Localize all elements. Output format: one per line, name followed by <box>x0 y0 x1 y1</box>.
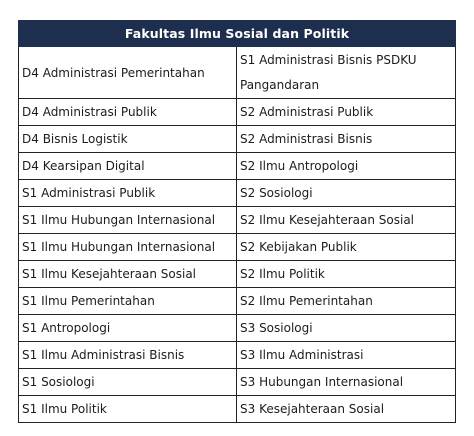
table-cell: S1 Ilmu Politik <box>19 396 237 423</box>
table-cell: S1 Administrasi Publik <box>19 180 237 207</box>
table-row <box>19 261 456 288</box>
table-row <box>19 153 456 180</box>
table-cell: S2 Ilmu Kesejahteraan Sosial <box>237 207 456 234</box>
faculty-programs-table <box>18 20 456 423</box>
table-row <box>19 126 456 153</box>
table-cell: S2 Ilmu Pemerintahan <box>237 288 456 315</box>
table-header-row <box>19 21 456 47</box>
table-cell: S3 Sosiologi <box>237 315 456 342</box>
table-cell: S2 Kebijakan Publik <box>237 234 456 261</box>
table-cell: S1 Ilmu Kesejahteraan Sosial <box>19 261 237 288</box>
table-row <box>19 47 456 99</box>
table-cell: S2 Administrasi Bisnis <box>237 126 456 153</box>
table-cell: D4 Administrasi Publik <box>19 99 237 126</box>
table-cell: S2 Ilmu Antropologi <box>237 153 456 180</box>
table-row <box>19 180 456 207</box>
table-row <box>19 369 456 396</box>
table-cell: D4 Administrasi Pemerintahan <box>19 47 237 99</box>
table-row <box>19 234 456 261</box>
table-row <box>19 207 456 234</box>
table-cell: S1 Antropologi <box>19 315 237 342</box>
table-row <box>19 396 456 423</box>
faculty-table-container <box>18 20 455 423</box>
table-cell: S1 Ilmu Administrasi Bisnis <box>19 342 237 369</box>
table-cell: S2 Administrasi Publik <box>237 99 456 126</box>
table-cell: S1 Ilmu Pemerintahan <box>19 288 237 315</box>
table-cell: S1 Ilmu Hubungan Internasional <box>19 207 237 234</box>
table-row <box>19 342 456 369</box>
table-cell: D4 Bisnis Logistik <box>19 126 237 153</box>
table-cell: S2 Sosiologi <box>237 180 456 207</box>
table-cell: S2 Ilmu Politik <box>237 261 456 288</box>
table-cell: S1 Sosiologi <box>19 369 237 396</box>
table-cell: S3 Hubungan Internasional <box>237 369 456 396</box>
table-cell: S3 Ilmu Administrasi <box>237 342 456 369</box>
table-cell <box>237 47 456 99</box>
table-row <box>19 315 456 342</box>
table-cell: D4 Kearsipan Digital <box>19 153 237 180</box>
table-row <box>19 99 456 126</box>
table-title: Fakultas Ilmu Sosial dan Politik <box>19 21 456 47</box>
table-cell-text: S1 Administrasi Bisnis PSDKU Pangandaran <box>240 52 417 92</box>
table-cell: S1 Ilmu Hubungan Internasional <box>19 234 237 261</box>
table-cell: S3 Kesejahteraan Sosial <box>237 396 456 423</box>
table-row <box>19 288 456 315</box>
